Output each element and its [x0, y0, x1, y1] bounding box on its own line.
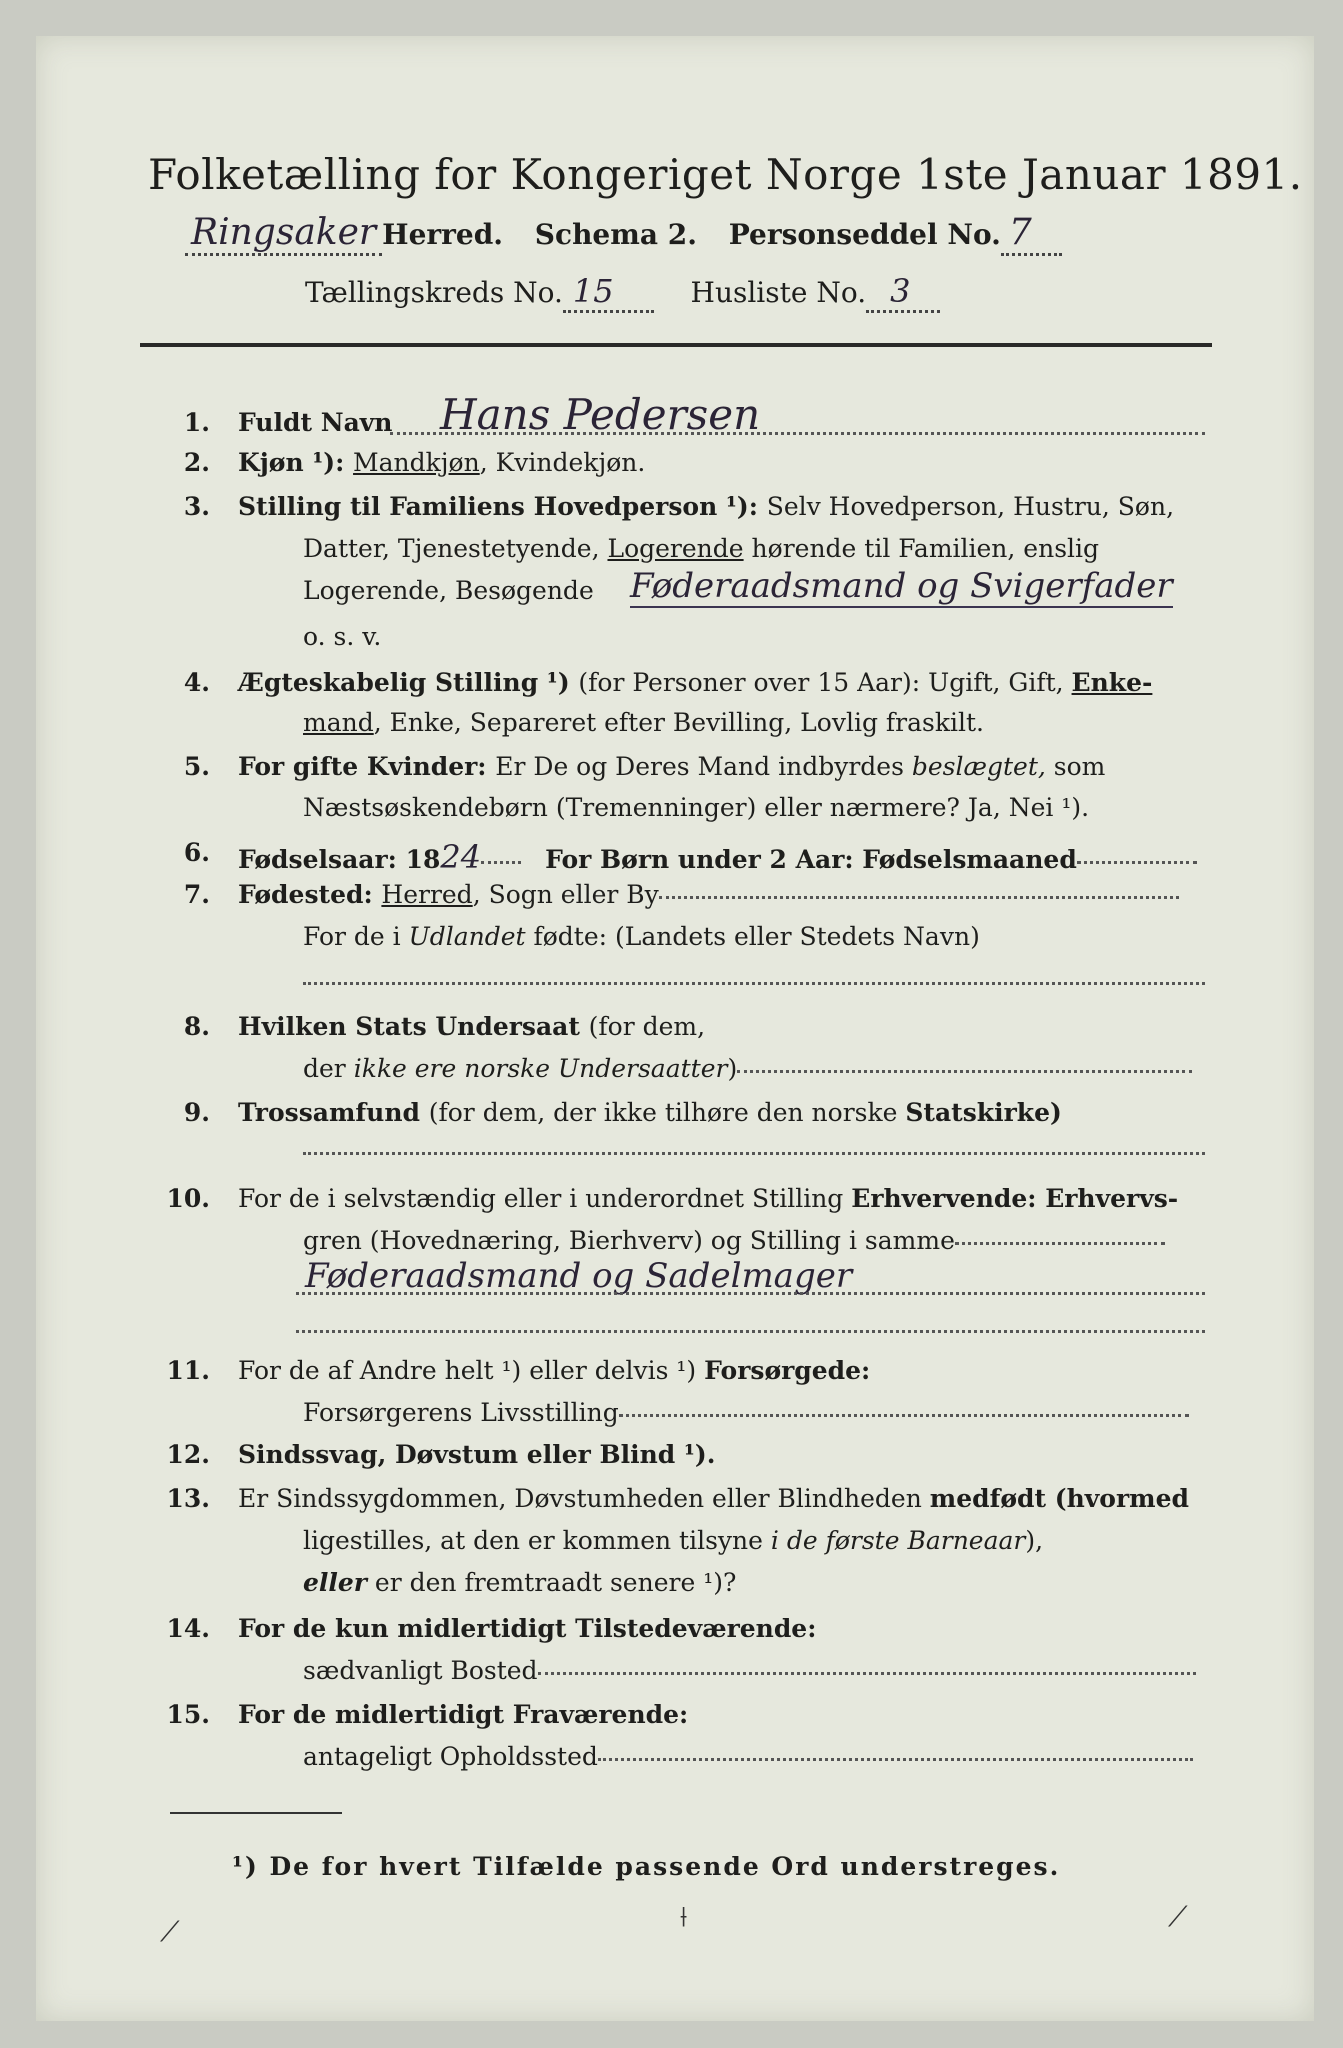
- item-7-line1: , Sogn eller By: [472, 880, 659, 909]
- herred-label: Herred.: [382, 218, 504, 251]
- item-5-line1b: som: [1045, 752, 1106, 781]
- item-12-number: 12.: [166, 1440, 210, 1469]
- item-11-fill: [619, 1413, 1189, 1417]
- item-7-udlandet: Udlandet: [408, 922, 526, 951]
- item-6-born-label: For Børn under 2 Aar: Fødselsmaaned: [545, 845, 1077, 874]
- item-10-line1: For de i selvstændig eller i underordnet Stilling: [238, 1184, 852, 1213]
- item-11-line1: For de af Andre helt ¹) eller delvis ¹): [238, 1356, 705, 1385]
- item-6-label: Fødselsaar: 18: [238, 845, 441, 874]
- item-9-label: Trossamfund: [238, 1098, 429, 1127]
- taellingskreds-label: Tællingskreds No.: [305, 276, 563, 309]
- item-7-herred-underlined: Herred: [381, 880, 473, 909]
- item-7-fill-1: [659, 895, 1179, 899]
- item-7-fill-2: [303, 982, 1205, 985]
- item-3-line2b: hørende til Familien, enslig: [743, 534, 1100, 563]
- item-11-line2: Forsørgerens Livsstilling: [303, 1398, 619, 1427]
- item-8-line-1: [238, 1012, 705, 1041]
- husliste-value: 3: [866, 272, 940, 313]
- item-10-line-2: [303, 1226, 1165, 1255]
- item-5-number: 5.: [183, 752, 210, 781]
- item-14-line-2: [303, 1656, 1196, 1685]
- item-4-line1a: (for Personer over 15 Aar): Ugift, Gift,: [578, 668, 1072, 697]
- herred-value: Ringsaker: [185, 212, 382, 256]
- item-7-line2b: fødte: (Landets eller Stedets Navn): [525, 922, 980, 951]
- margin-mark-center: ⟊: [680, 1900, 688, 1933]
- item-1-label: Fuldt Navn: [238, 408, 393, 437]
- item-10-number: 10.: [166, 1184, 210, 1213]
- item-6-value: 24: [440, 838, 482, 876]
- item-9-statskirke: Statskirke): [905, 1098, 1062, 1127]
- item-14-number: 14.: [166, 1614, 210, 1643]
- item-14-line2: sædvanligt Bosted: [303, 1656, 538, 1685]
- item-8-line1: (for dem,: [588, 1012, 706, 1041]
- item-10-line2: gren (Hovednæring, Bierhverv) og Stilling i samme: [303, 1226, 955, 1255]
- item-15-number: 15.: [166, 1700, 210, 1729]
- item-15-fill: [598, 1757, 1193, 1761]
- item-2-option-mandkjon: Mandkjøn: [353, 448, 480, 477]
- item-13-line3: er den fremtraadt senere ¹)?: [366, 1568, 737, 1597]
- item-3-line2a: Datter, Tjenestetyende,: [303, 534, 608, 563]
- item-15-line-2: [303, 1742, 1193, 1771]
- item-4-label: Ægteskabelig Stilling ¹): [238, 668, 579, 697]
- item-15-label: For de midlertidigt Fraværende:: [238, 1700, 689, 1729]
- item-12-label: Sindssvag, Døvstum eller Blind ¹).: [238, 1440, 716, 1469]
- item-13-medfodt: medfødt (hvormed: [929, 1484, 1189, 1513]
- item-13-line2: ligestilles, at den er kommen tilsyne: [303, 1526, 771, 1555]
- item-9-fill: [303, 1152, 1205, 1155]
- item-5-line-1: [238, 752, 1105, 781]
- item-1-number: 1.: [183, 408, 210, 437]
- item-10-line-1: [238, 1184, 1178, 1213]
- item-5-line1a: Er De og Deres Mand indbyrdes: [495, 752, 912, 781]
- item-3-line-4: o. s. v.: [303, 622, 382, 651]
- item-2-label: Kjøn ¹):: [238, 448, 354, 477]
- item-2-text: [238, 448, 645, 477]
- item-3-logerende-underlined: Logerende: [607, 534, 744, 563]
- item-3-label: Stilling til Familiens Hovedperson ¹):: [238, 492, 767, 521]
- husliste-label: Husliste No.: [690, 276, 867, 309]
- item-6-fill-1: [481, 860, 521, 864]
- item-13-forste-barneaar: i de første Barneaar: [770, 1526, 1026, 1555]
- item-4-number: 4.: [183, 668, 210, 697]
- item-4-line-2: [303, 708, 984, 737]
- item-7-number: 7.: [183, 880, 210, 909]
- item-7-line-1: [238, 880, 1179, 909]
- item-9-line1: (for dem, der ikke tilhøre den norske: [428, 1098, 906, 1127]
- form-title: Folketælling for Kongeriget Norge 1ste Januar 1891.: [148, 150, 1303, 199]
- item-5-label: For gifte Kvinder:: [238, 752, 496, 781]
- margin-mark-right: ⟋: [1168, 1900, 1188, 1933]
- item-10-fill-3: [296, 1330, 1205, 1333]
- item-8-line2b: ): [727, 1054, 738, 1083]
- item-10-erhvervende: Erhvervende: Erhvervs-: [851, 1184, 1179, 1213]
- item-13-line-3: [303, 1568, 736, 1597]
- item-11-line-2: [303, 1398, 1189, 1427]
- item-4-mand-underlined: mand: [303, 708, 374, 737]
- taellingskreds-value: 15: [563, 272, 654, 313]
- item-8-ikke-norske: ikke ere norske Undersaatter: [353, 1054, 728, 1083]
- item-11-forsorgede: Forsørgede:: [704, 1356, 871, 1385]
- item-1-value: Hans Pedersen: [440, 390, 761, 439]
- item-13-eller: eller: [303, 1568, 367, 1597]
- item-8-fill: [737, 1069, 1192, 1073]
- header-line-2: [305, 272, 940, 310]
- item-3-line-3: Logerende, Besøgende: [303, 576, 594, 605]
- margin-mark-left: ⟋: [160, 1915, 180, 1948]
- item-5-beslaegtet: beslægtet,: [911, 752, 1046, 781]
- header-line-1: [185, 212, 1062, 253]
- item-3-line-2: [303, 534, 1099, 563]
- item-9-line-1: [238, 1098, 1062, 1127]
- item-8-label: Hvilken Stats Undersaat: [238, 1012, 589, 1041]
- item-3-line-1: [238, 492, 1174, 521]
- item-8-line-2: [303, 1054, 1192, 1083]
- item-6-number: 6.: [183, 838, 210, 867]
- item-7-label: Fødested:: [238, 880, 382, 909]
- item-8-line2a: der: [303, 1054, 354, 1083]
- item-9-number: 9.: [183, 1098, 210, 1127]
- item-4-line-1: [238, 668, 1152, 697]
- item-7-line2a: For de i: [303, 922, 409, 951]
- item-4-enke-underlined: Enke-: [1071, 668, 1153, 697]
- item-11-line-1: [238, 1356, 870, 1385]
- item-13-line1: Er Sindssygdommen, Døvstumheden eller Blindheden: [238, 1484, 930, 1513]
- item-5-line-2: Næstsøskendebørn (Tremenninger) eller nærmere? Ja, Nei ¹).: [303, 793, 1090, 822]
- item-10-fill-1: [955, 1241, 1165, 1245]
- item-6-fill-2: [1077, 860, 1197, 864]
- header-divider: [140, 343, 1212, 347]
- item-13-line2b: ),: [1025, 1526, 1044, 1555]
- item-6-line: [238, 838, 1197, 876]
- item-14-fill: [538, 1671, 1196, 1675]
- item-7-line-2: [303, 922, 980, 951]
- item-13-line-2: [303, 1526, 1043, 1555]
- item-2-number: 2.: [183, 448, 210, 477]
- personseddel-label: Personseddel No.: [728, 218, 1001, 251]
- item-15-line2: antageligt Opholdssted: [303, 1742, 598, 1771]
- footnote: ¹) De for hvert Tilfælde passende Ord understreges.: [232, 1852, 1061, 1881]
- item-8-number: 8.: [183, 1012, 210, 1041]
- item-13-number: 13.: [166, 1484, 210, 1513]
- item-3-value: Føderaadsmand og Svigerfader: [630, 566, 1173, 606]
- personseddel-value: 7: [1001, 212, 1062, 256]
- item-10-value: Føderaadsmand og Sadelmager: [305, 1256, 853, 1296]
- footnote-divider: [170, 1812, 342, 1814]
- item-3-number: 3.: [183, 492, 210, 521]
- item-4-line2: , Enke, Separeret efter Bevilling, Lovlig fraskilt.: [373, 708, 984, 737]
- schema-label: Schema 2.: [534, 218, 697, 251]
- item-14-label: For de kun midlertidigt Tilstedeværende:: [238, 1614, 817, 1643]
- item-3-line1-text: Selv Hovedperson, Hustru, Søn,: [766, 492, 1175, 521]
- item-13-line-1: [238, 1484, 1189, 1513]
- item-10-fill-2: [296, 1292, 1205, 1295]
- item-2-option-kvindekjon: , Kvindekjøn.: [479, 448, 646, 477]
- item-11-number: 11.: [166, 1356, 210, 1385]
- item-1-fill: [390, 432, 1205, 435]
